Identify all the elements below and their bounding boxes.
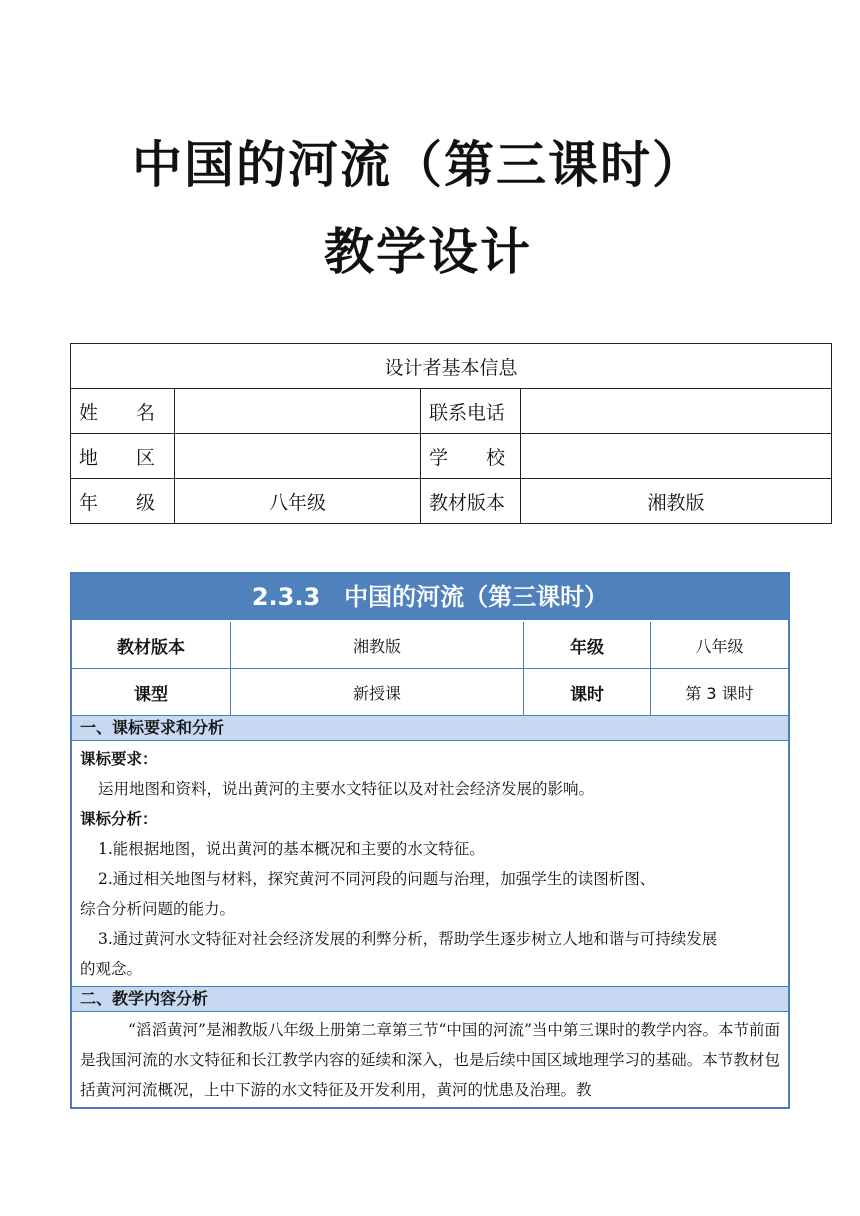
- lesson-type-value: 新授课: [231, 669, 524, 715]
- lesson-textbook-value: 湘教版: [231, 622, 524, 668]
- name-label: 姓 名: [71, 389, 175, 434]
- lesson-period-label: 课时: [524, 669, 651, 715]
- lesson-period-value: 第 3 课时: [685, 683, 754, 703]
- section-title-content: 二、教学内容分析: [72, 986, 788, 1012]
- analysis-item-continued: 的观念。: [80, 960, 143, 978]
- section-title-standards: 一、课标要求和分析: [72, 715, 788, 741]
- standards-requirement-text: 运用地图和资料，说出黄河的主要水文特征以及对社会经济发展的影响。: [98, 780, 595, 798]
- section-standards-content: [72, 741, 788, 986]
- content-paragraph: “滔滔黄河”是湘教版八年级上册第二章第三节“中国的河流”当中第三课时的教学内容。本节前面是我国河流的水文特征和长江教学内容的延续和深入，也是后续中国区域地理学习的基础。本节教材包括黄河河流概况，上中下游的水文特征及开发利用，黄河的忧患及治理。教: [80, 1021, 780, 1099]
- document-title: 中国的河流（第三课时）: [132, 136, 704, 194]
- analysis-item: 1.能根据地图，说出黄河的基本概况和主要的水文特征。: [98, 840, 485, 858]
- analysis-item-continued: 综合分析问题的能力。: [80, 900, 236, 918]
- document-subtitle: 教学设计: [324, 223, 532, 281]
- table-row: [71, 434, 832, 479]
- lesson-type-label: 课型: [72, 669, 231, 715]
- phone-label: 联系电话: [421, 389, 521, 434]
- analysis-item: 2.通过相关地图与材料，探究黄河不同河段的问题与治理，加强学生的读图析图、: [98, 870, 656, 888]
- standards-requirement-label: 课标要求：: [80, 750, 158, 768]
- table-row: [72, 622, 788, 669]
- lesson-grade-label: 年级: [524, 622, 651, 668]
- phone-value: [521, 389, 832, 434]
- textbook-label: 教材版本: [421, 479, 521, 524]
- table-row: [71, 479, 832, 524]
- table-row: [71, 389, 832, 434]
- table-row: [72, 669, 788, 715]
- grade-label: 年 级: [71, 479, 175, 524]
- standards-analysis-label: 课标分析：: [80, 810, 158, 828]
- designer-info-header: 设计者基本信息: [71, 344, 832, 389]
- textbook-value: 湘教版: [521, 479, 832, 524]
- lesson-table: [70, 572, 790, 1109]
- region-label: 地 区: [71, 434, 175, 479]
- grade-value: 八年级: [175, 479, 421, 524]
- lesson-header: 2.3.3 中国的河流（第三课时）: [72, 574, 788, 622]
- region-value: [175, 434, 421, 479]
- school-value: [521, 434, 832, 479]
- section-content-analysis: [72, 1012, 788, 1107]
- analysis-item: 3.通过黄河水文特征对社会经济发展的利弊分析，帮助学生逐步树立人地和谐与可持续发展: [98, 930, 718, 948]
- lesson-textbook-label: 教材版本: [72, 622, 231, 668]
- name-value: [175, 389, 421, 434]
- lesson-grade-value: 八年级: [695, 636, 744, 656]
- school-label: 学 校: [421, 434, 521, 479]
- designer-info-table: [70, 343, 832, 524]
